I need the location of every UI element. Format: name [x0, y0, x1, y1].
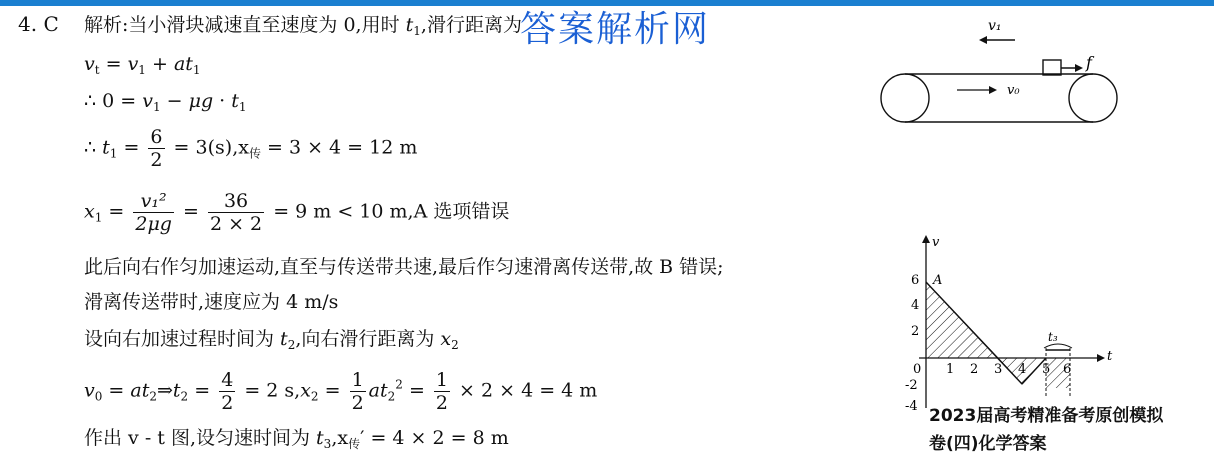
fraction-v1sq-over-2mug: $\frac{\text{v₁²}}{2\mu g}$: [135, 190, 172, 235]
friction-label: f: [1086, 53, 1092, 72]
fraction-36-over-2x2: $\frac{36}{2 \times 2}$: [209, 190, 263, 235]
fraction-half-a: $\frac{1}{2}$: [351, 369, 364, 414]
conveyor-belt-figure: [875, 10, 1125, 128]
t-axis-arrowhead: [1097, 354, 1105, 362]
fraction-half-b: $\frac{1}{2}$: [435, 369, 448, 414]
t1-subscript: 1: [413, 24, 421, 38]
v0-arrowhead: [989, 86, 997, 94]
belt-v0-label: v₀: [1007, 83, 1020, 98]
y-tick-6: 6: [911, 273, 920, 288]
fraction-4-over-2: $\frac{4}{2}$: [221, 369, 234, 414]
t3-brace: [1044, 344, 1072, 348]
watermark: 答案解析网: [520, 9, 711, 50]
x-tick-1: 1: [946, 362, 955, 377]
equation-t2-x2: $v_0$ = $at_2\Rightarrow t_2$ = $\frac{4}{2}$ = 2 $s,x_2$ = $\frac{1}{2}$ $at_2^2$ = $\frac{1}{2}$ × 2 × 4 = 4 m: [84, 369, 598, 414]
belt-v1-label: v₁: [988, 18, 1002, 34]
friction-arrowhead: [1075, 64, 1083, 72]
right-pulley: [1069, 74, 1117, 122]
solution-line-10: 作出 v - t 图,设匀速时间为 $t_3,x_传' = 4 \times 2 = 8$ m: [84, 427, 509, 451]
equation-zero: ∴ $0 = v_1 - \mu g \cdot t_1$: [84, 90, 247, 114]
equation-vt: $v_t = v_1 + at_1$: [84, 53, 201, 77]
y-tick-2: 2: [911, 324, 920, 339]
y-tick-0: 0: [913, 362, 922, 377]
x-tick-4: 4: [1018, 362, 1027, 377]
x-tick-6: 6: [1063, 362, 1072, 377]
equation-t1: ∴ $t_1$ = $\frac{6}{2}$ = $3(s),x_传 = 3 \times 4 = 12$ m: [84, 126, 418, 171]
v1-arrowhead: [979, 36, 987, 44]
solution-label: 解析:: [84, 14, 129, 36]
y-tick-4: 4: [911, 298, 920, 313]
solution-line-1: [84, 13, 522, 43]
solution-line-7: 滑离传送带时,速度应为 4 m/s: [84, 291, 339, 313]
slider-block: [1043, 60, 1061, 75]
solution-line-6: 此后向右作匀加速运动,直至与传送带共速,最后作匀速滑离传送带,故 B 错误;: [84, 256, 724, 278]
y-tick-neg4: -4: [905, 399, 918, 410]
point-a-label: A: [933, 273, 943, 288]
question-number: 4. C: [18, 12, 59, 36]
v-axis-label: v: [932, 235, 940, 250]
v-t-graph: [895, 232, 1125, 410]
line-1-tail: ,滑行距离为: [420, 14, 522, 36]
t3-label: t₃: [1048, 330, 1058, 344]
left-pulley: [881, 74, 929, 122]
equation-x1: $x_1$ = $\frac{\text{v₁²}}{2\mu g}$ = $\frac{36}{2 \times 2}$ = 9 m < 10 m,A 选项错误: [84, 190, 510, 235]
caption-line-2: 卷(四)化学答案: [929, 434, 1047, 454]
y-tick-neg2: -2: [905, 378, 918, 393]
x-tick-3: 3: [994, 362, 1003, 377]
top-accent-bar: [0, 0, 1214, 6]
line-1-body: 当小滑块减速直至速度为 0,用时: [128, 14, 406, 36]
v-axis-arrowhead: [922, 235, 930, 243]
caption-line-1: 2023届高考精准备考原创模拟: [929, 406, 1164, 426]
solution-line-8: 设向右加速过程时间为 $t_2$,向右滑行距离为 $x_2$: [84, 328, 459, 352]
x-tick-2: 2: [970, 362, 979, 377]
t1-symbol: t: [405, 14, 414, 36]
t-axis-label: t: [1107, 349, 1113, 364]
fraction-6-over-2: $\frac{6}{2}$: [150, 126, 163, 171]
x-tick-5: 5: [1042, 362, 1051, 377]
